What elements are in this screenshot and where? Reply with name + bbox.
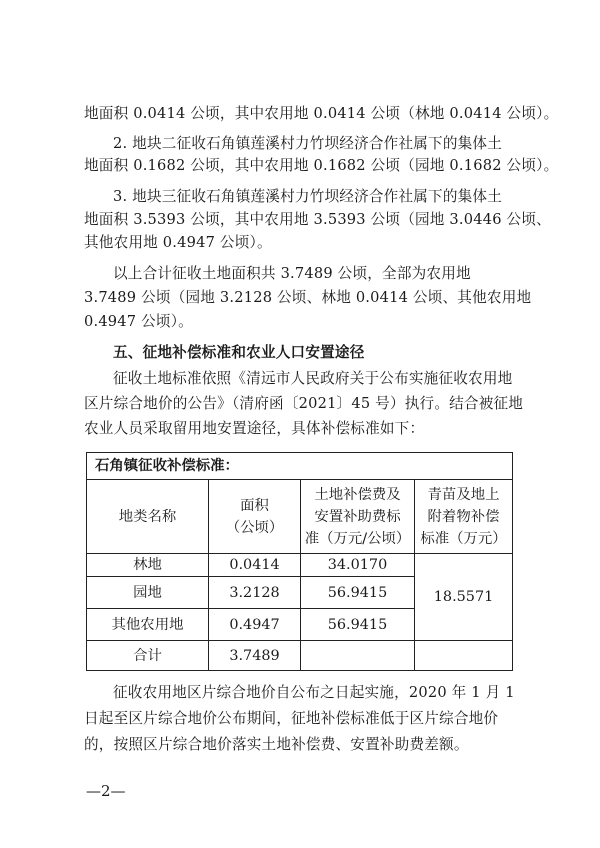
cell-area: 0.0414 [209, 554, 301, 577]
header-land-compensation: 土地补偿费及 安置补助费标 准（万元/公顷） [301, 480, 415, 554]
header-area: 面积 （公顷） [209, 480, 301, 554]
cell-area: 3.2128 [209, 577, 301, 609]
header-crop-compensation: 青苗及地上 附着物补偿 标准（万元） [415, 480, 513, 554]
table-total-row [87, 641, 513, 671]
page-number: —2— [86, 782, 126, 800]
cell-rate: 34.0170 [301, 554, 415, 577]
paragraph-line: 0.4947 公顷）。 [84, 313, 193, 330]
cell-area: 0.4947 [209, 609, 301, 641]
paragraph-line: 日起至区片综合地价公布期间，征地补偿标准低于区片综合地价 [84, 710, 499, 727]
paragraph-line: 其他农用地 0.4947 公顷）。 [84, 234, 272, 251]
paragraph-line: 区片综合地价的公告》（清府函〔2021〕45 号）执行。结合被征地 [84, 395, 524, 412]
paragraph-line: 以上合计征收土地面积共 3.7489 公顷，全部为农用地 [113, 265, 471, 282]
cell-land-type: 林地 [87, 554, 209, 577]
table-row [87, 554, 513, 577]
cell-rate: 56.9415 [301, 577, 415, 609]
paragraph-line: 征收农用地区片综合地价自公布之日起实施，2020 年 1 月 1 [113, 684, 515, 701]
paragraph-line: 地面积 3.5393 公顷，其中农用地 3.5393 公顷（园地 3.0446 公顷、 [84, 211, 551, 228]
cell-total-crop [415, 641, 513, 671]
cell-total-rate [301, 641, 415, 671]
paragraph-line: 3.7489 公顷（园地 3.2128 公顷、林地 0.0414 公顷、其他农用地 [84, 289, 532, 306]
paragraph-line: 地面积 0.0414 公顷，其中农用地 0.0414 公顷（林地 0.0414 公顷）。 [84, 105, 559, 122]
cell-land-type: 其他农用地 [87, 609, 209, 641]
table-title: 石角镇征收补偿标准： [87, 453, 513, 480]
cell-total-label: 合计 [87, 641, 209, 671]
section-heading: 五、征地补偿标准和农业人口安置途径 [113, 344, 365, 361]
cell-crop-value: 18.5571 [415, 554, 513, 641]
paragraph-line: 2. 地块二征收石角镇莲溪村力竹坝经济合作社属下的集体土 [113, 135, 503, 152]
paragraph-line: 农业人员采取留用地安置途径，具体补偿标准如下： [84, 420, 425, 437]
cell-total-area: 3.7489 [209, 641, 301, 671]
header-land-type: 地类名称 [87, 480, 209, 554]
cell-land-type: 园地 [87, 577, 209, 609]
cell-rate: 56.9415 [301, 609, 415, 641]
paragraph-line: 3. 地块三征收石角镇莲溪村力竹坝经济合作社属下的集体土 [113, 188, 503, 205]
paragraph-line: 地面积 0.1682 公顷，其中农用地 0.1682 公顷（园地 0.1682 公顷）。 [84, 157, 559, 174]
compensation-table [86, 452, 513, 671]
paragraph-line: 征收土地标准依照《清远市人民政府关于公布实施征收农用地 [113, 370, 513, 387]
paragraph-line: 的，按照区片综合地价落实土地补偿费、安置补助费差额。 [84, 736, 469, 753]
